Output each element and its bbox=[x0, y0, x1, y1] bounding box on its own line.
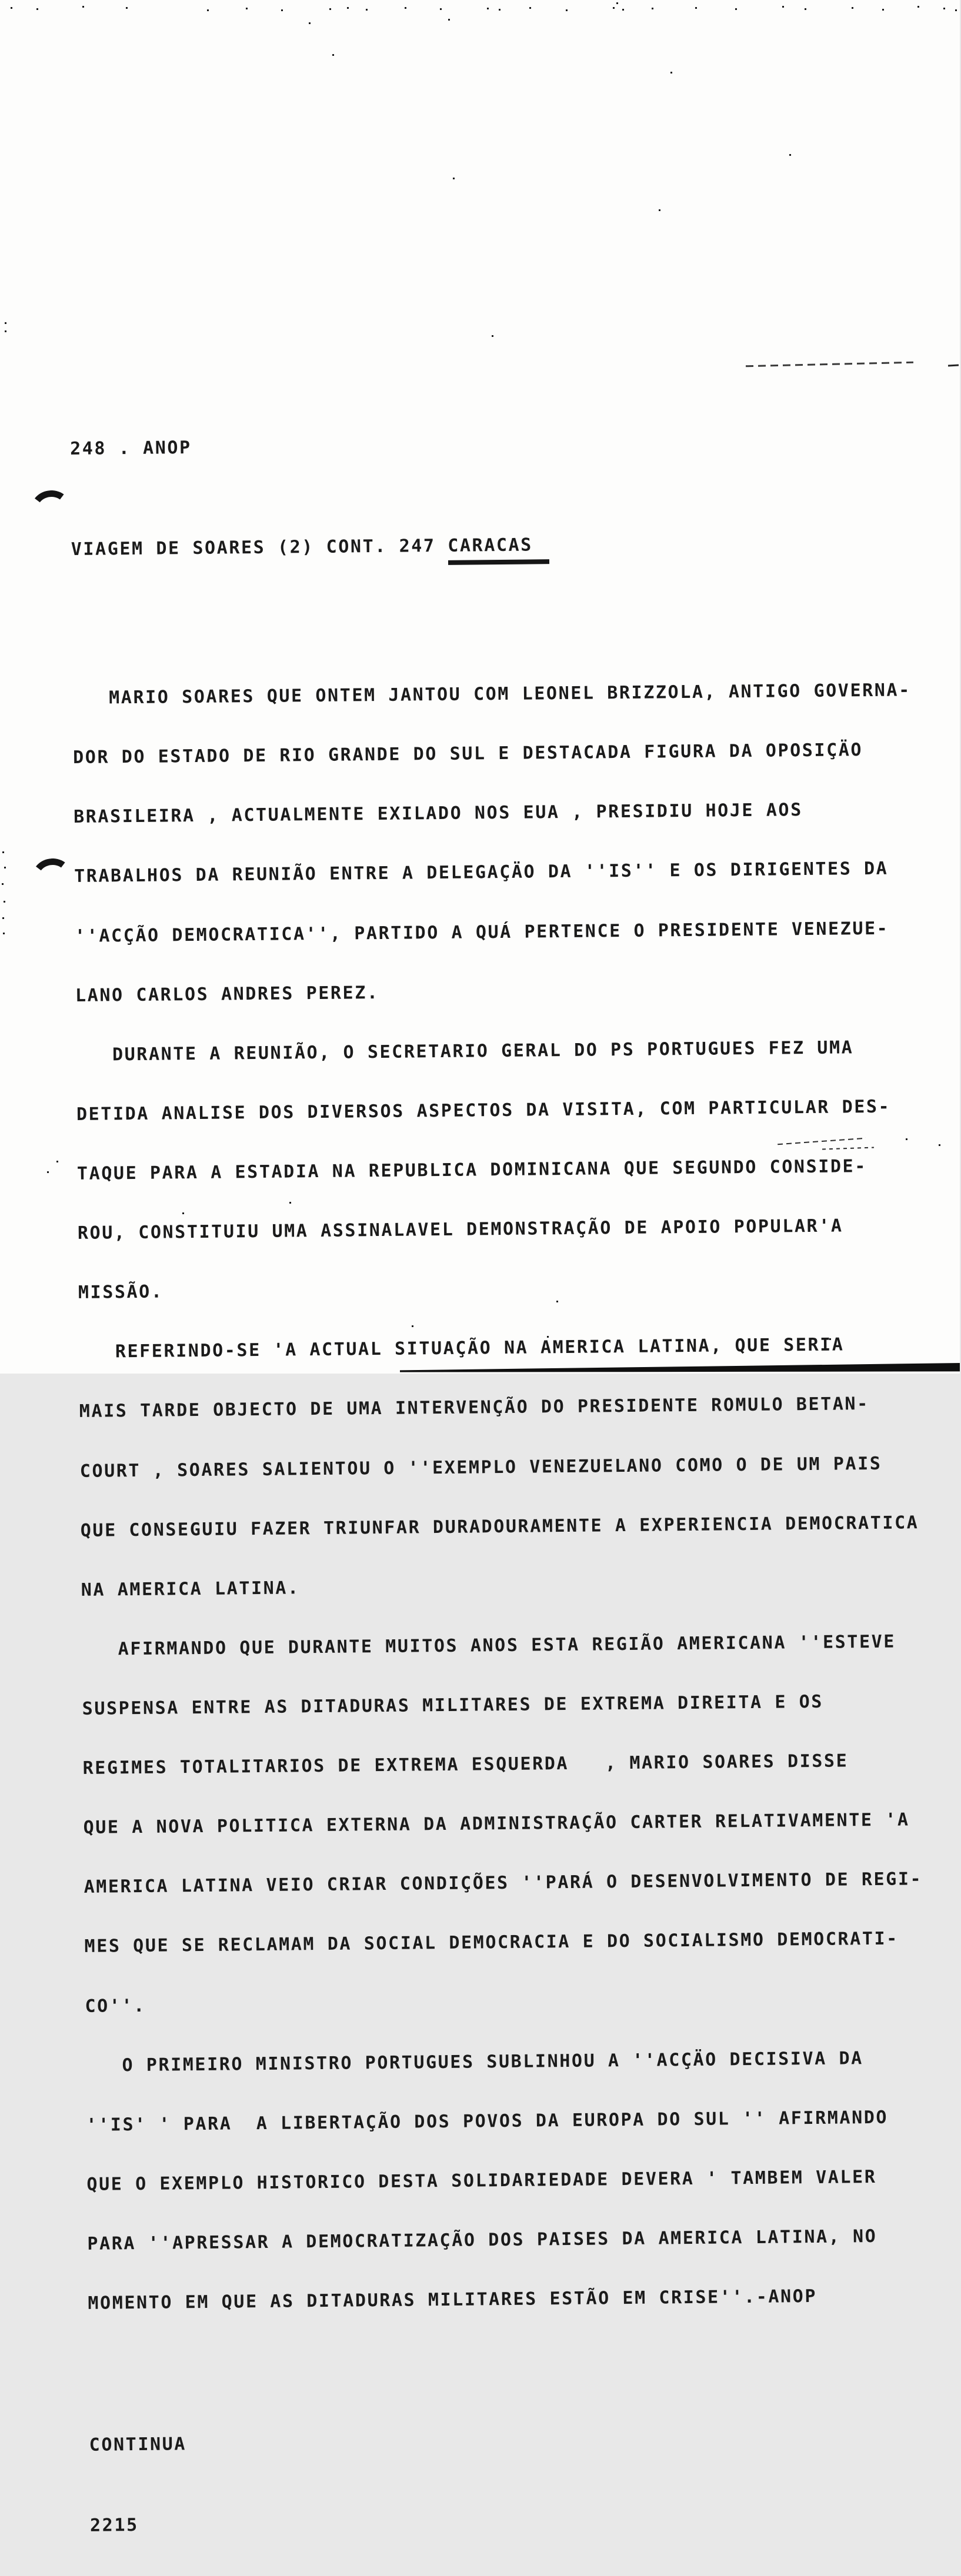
punch-hole-mark-top bbox=[28, 487, 75, 532]
headline bbox=[71, 532, 942, 569]
body-line: NA AMERICA LATINA. bbox=[81, 1578, 300, 1601]
body-line: ''IS' ' PARA A LIBERTAÇÃO DOS POVOS DA EUROPA DO SUL '' AFIRMANDO bbox=[86, 2107, 889, 2136]
body-line: AFIRMANDO QUE DURANTE MUITOS ANOS ESTA REGIÃO AMERICANA ''ESTEVE bbox=[81, 1631, 896, 1660]
body-line: ''ACÇÃO DEMOCRATICA'', PARTIDO A QUÁ PERTENCE O PRESIDENTE VENEZUE- bbox=[74, 918, 889, 947]
body-line: SUSPENSA ENTRE AS DITADURAS MILITARES DE EXTREMA DIREITA E OS bbox=[82, 1691, 824, 1719]
body-line: COURT , SOARES SALIENTOU O ''EXEMPLO VENEZUELANO COMO O DE UM PAIS bbox=[79, 1453, 882, 1482]
scan-crease-dash bbox=[948, 365, 959, 367]
body-line: QUE CONSEGUIU FAZER TRIUNFAR DURADOURAMENTE A EXPERIENCIA DEMOCRATICA bbox=[80, 1512, 919, 1541]
body-line: TRABALHOS DA REUNIÃO ENTRE A DELEGAÇÄO DA ''IS'' E OS DIRIGENTES DA bbox=[74, 858, 889, 887]
body-line: DETIDA ANALISE DOS DIVERSOS ASPECTOS DA VISITA, COM PARTICULAR DES- bbox=[76, 1096, 891, 1125]
body-line: CO''. bbox=[85, 1995, 146, 2017]
punch-hole-mark-bottom bbox=[29, 856, 76, 900]
body-line: MES QUE SE RECLAMAM DA SOCIAL DEMOCRACIA E DO SOCIALISMO DEMOCRATI- bbox=[84, 1929, 899, 1957]
article-body bbox=[72, 641, 959, 2354]
headline-text: VIAGEM DE SOARES (2) CONT. 247 bbox=[71, 535, 448, 560]
dateline-caracas: CARACAS bbox=[448, 535, 549, 564]
body-line: DOR DO ESTADO DE RIO GRANDE DO SUL E DESTACADA FIGURA DA OPOSIÇÄO bbox=[73, 740, 863, 769]
telex-document bbox=[69, 372, 961, 2576]
body-line: QUE A NOVA POLITICA EXTERNA DA ADMINISTRAÇÃO CARTER RELATIVAMENTE 'A bbox=[83, 1809, 910, 1839]
body-line: REGIMES TOTALITARIOS DE EXTREMA ESQUERDA , MARIO SOARES DISSE bbox=[82, 1750, 849, 1779]
body-line: ROU, CONSTITUIU UMA ASSINALAVEL DEMONSTRAÇÃO DE APOIO POPULAR'A bbox=[77, 1215, 843, 1244]
message-number: 248 . ANOP bbox=[69, 437, 192, 460]
body-line: MAIS TARDE OBJECTO DE UMA INTERVENÇÃO DO PRESIDENTE ROMULO BETAN- bbox=[79, 1394, 869, 1422]
body-line: LANO CARLOS ANDRES PEREZ. bbox=[75, 982, 379, 1006]
body-line: AMERICA LATINA VEIO CRIAR CONDIÇÕES ''PARÁ O DESENVOLVIMENTO DE REGI- bbox=[84, 1869, 923, 1898]
body-line: REFERINDO-SE 'A ACTUAL SITUAÇÃO NA AMERICA LATINA, QUE SERIA bbox=[78, 1334, 845, 1363]
continuation-marker: CONTINUA bbox=[89, 2434, 187, 2456]
body-line: MISSÃO. bbox=[78, 1281, 163, 1304]
body-line: BRASILEIRA , ACTUALMENTE EXILADO NOS EUA , PRESIDIU HOJE AOS bbox=[73, 800, 803, 828]
body-line: QUE O EXEMPLO HISTORICO DESTA SOLIDARIEDADE DEVERA ' TAMBEM VALER bbox=[86, 2166, 877, 2195]
body-line: TAQUE PARA A ESTADIA NA REPUBLICA DOMINICANA QUE SEGUNDO CONSIDE- bbox=[76, 1156, 867, 1184]
time-stamp: 2215 bbox=[89, 2515, 139, 2537]
body-line: MOMENTO EM QUE AS DITADURAS MILITARES ESTÃO EM CRISE''.-ANOP bbox=[88, 2286, 817, 2314]
body-line: PARA ''APRESSAR A DEMOCRATIZAÇÃO DOS PAISES DA AMERICA LATINA, NO bbox=[87, 2226, 877, 2254]
body-line: O PRIMEIRO MINISTRO PORTUGUES SUBLINHOU A ''ACÇÄO DECISIVA DA bbox=[85, 2047, 863, 2076]
scan-crease-line bbox=[746, 362, 913, 367]
body-line: DURANTE A REUNIÃO, O SECRETARIO GERAL DO PS PORTUGUES FEZ UMA bbox=[75, 1037, 854, 1065]
scan-noise-speckles bbox=[0, 0, 2, 2]
body-line: MARIO SOARES QUE ONTEM JANTOU COM LEONEL BRIZZOLA, ANTIGO GOVERNA- bbox=[72, 680, 911, 709]
